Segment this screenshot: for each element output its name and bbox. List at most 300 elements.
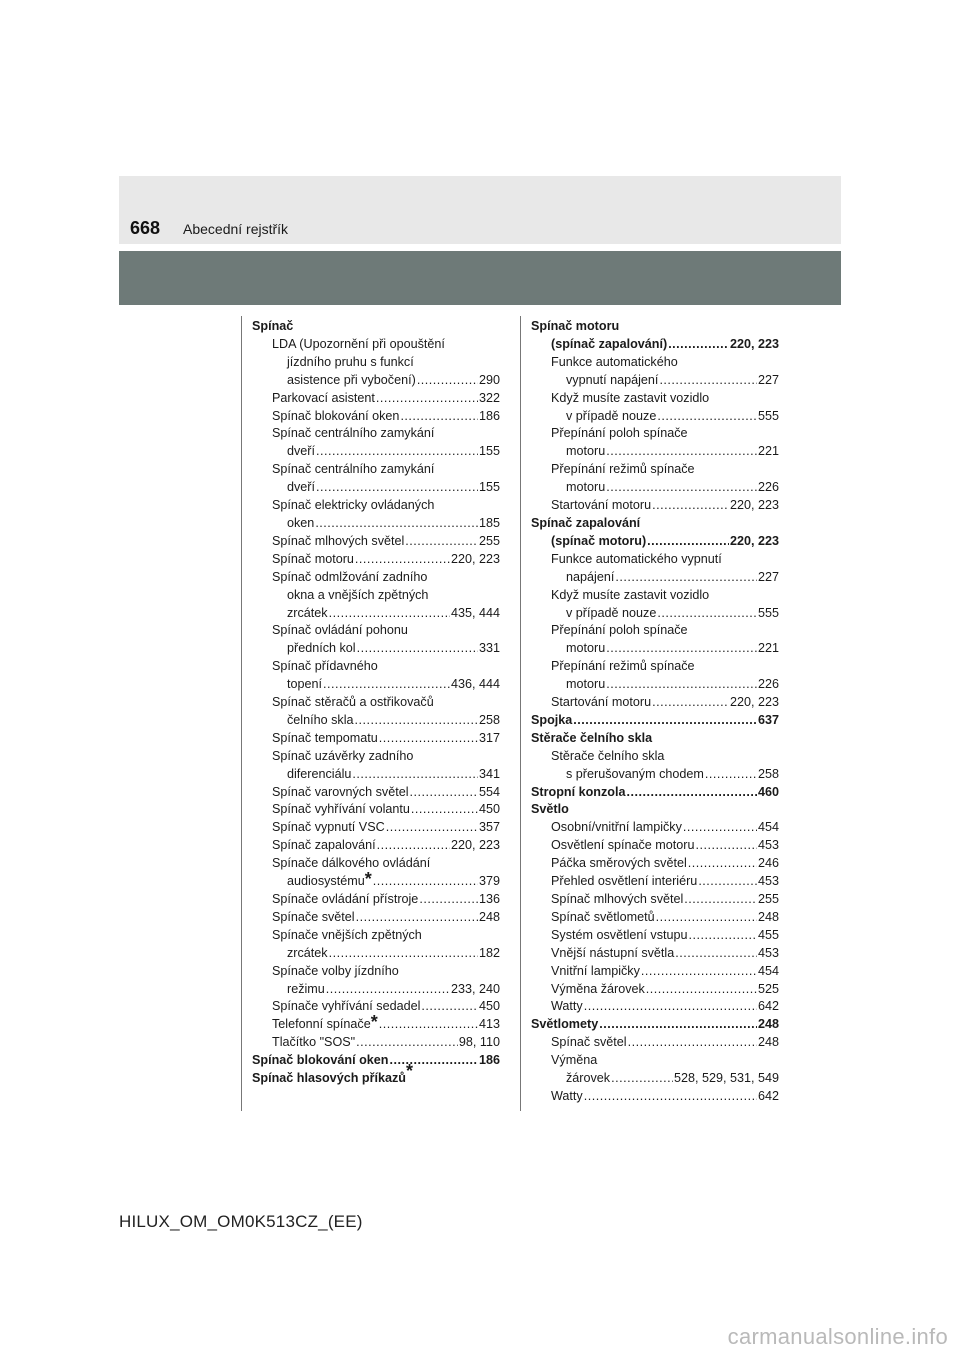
- index-page-reference: 258: [757, 766, 779, 781]
- index-entry-text: zrcátek: [287, 945, 328, 960]
- index-entry-term: [531, 784, 779, 802]
- dot-leader: [389, 1052, 478, 1070]
- index-page-reference: 255: [757, 892, 779, 906]
- index-page-reference: 637: [757, 712, 779, 727]
- index-page-reference: 248: [757, 1035, 779, 1050]
- index-entry-text: Když musíte zastavit vozidlo: [551, 587, 710, 602]
- index-entry-continuation: [252, 372, 500, 390]
- dot-leader: [405, 533, 478, 551]
- index-page-reference: 290: [478, 372, 500, 387]
- index-page-reference: 435, 444: [450, 605, 500, 620]
- index-entry-text: motoru: [566, 444, 606, 459]
- index-entry-text: Spínač mlhových světel: [272, 533, 405, 548]
- index-entry: [531, 1034, 779, 1052]
- index-entry-term: [531, 354, 779, 372]
- index-entry-text: Parkovací asistent: [272, 390, 375, 405]
- dot-leader: [652, 497, 729, 515]
- index-entry-term: [531, 855, 779, 873]
- dot-leader: [379, 1016, 478, 1034]
- index-entry-term: [531, 981, 779, 999]
- index-entry-continuation: [531, 766, 779, 784]
- index-entry-term: [252, 551, 500, 569]
- index-page-reference: 248: [757, 1017, 779, 1032]
- index-page-reference: 220, 223: [450, 551, 500, 566]
- index-entry-term: [531, 837, 779, 855]
- index-entry: [531, 873, 779, 891]
- index-entry-text: zrcátek: [287, 605, 328, 620]
- index-page-reference: 155: [478, 444, 500, 459]
- index-page-reference: 186: [478, 408, 500, 423]
- dot-leader: [573, 712, 757, 730]
- index-entry-text: Přepínání režimů spínače: [551, 659, 695, 674]
- dot-leader: [357, 640, 478, 658]
- index-page-reference: 221: [757, 641, 779, 656]
- index-page-reference: 322: [478, 390, 500, 405]
- index-page-reference: 453: [757, 838, 779, 853]
- index-column-right: [531, 318, 779, 1106]
- index-entry-term: [252, 622, 500, 640]
- index-entry-term: [531, 622, 779, 640]
- index-entry: [252, 1012, 500, 1034]
- index-entry: [252, 784, 500, 802]
- index-page-reference: 317: [478, 730, 500, 745]
- index-entry-text: napájení: [566, 569, 615, 584]
- index-entry-text: Watty: [551, 1088, 583, 1103]
- index-entry-term: [531, 694, 779, 712]
- index-entry-text: Spínače dálkového ovládání: [272, 856, 431, 871]
- index-entry-term: [252, 318, 500, 336]
- dot-leader: [356, 1034, 458, 1052]
- index-page-reference: 220, 223: [450, 838, 500, 853]
- index-entry-text: Spínač zapalování: [272, 838, 376, 853]
- index-entry: [252, 837, 500, 855]
- dot-leader: [584, 1088, 757, 1106]
- dot-leader: [376, 390, 478, 408]
- index-entry-text: okna a vnějších zpětných: [287, 587, 429, 602]
- index-entry: [531, 461, 779, 497]
- index-entry-term: [252, 891, 500, 909]
- index-page-reference: 525: [757, 981, 779, 996]
- index-page-reference: 226: [757, 480, 779, 495]
- index-entry-term: [252, 658, 500, 676]
- index-page-reference: 554: [478, 784, 500, 799]
- dot-leader: [316, 443, 478, 461]
- index-entry-text: Osvětlení spínače motoru: [551, 838, 695, 853]
- index-entry: [531, 963, 779, 981]
- index-entry-continuation: [531, 408, 779, 426]
- index-entry-text: Spínač: [252, 319, 294, 333]
- index-entry-continuation: [531, 372, 779, 390]
- index-page-reference: 155: [478, 480, 500, 495]
- index-entry-text: (spínač zapalování): [551, 336, 668, 351]
- index-entry-text: LDA (Upozornění při opouštění: [272, 336, 445, 351]
- index-entry-continuation: [531, 336, 779, 354]
- index-entry-text: Spínač světlometů: [551, 909, 655, 924]
- watermark: carmanualsonline.info: [727, 1324, 948, 1349]
- index-page-reference: 186: [478, 1053, 500, 1068]
- index-entry-term: [252, 909, 500, 927]
- index-entry-term: [531, 515, 779, 533]
- page-number: 668: [130, 218, 161, 238]
- index-entry: [252, 1061, 500, 1088]
- index-page-reference: 226: [757, 677, 779, 692]
- index-entry-text: Spojka: [531, 712, 573, 727]
- index-page-reference: 227: [757, 569, 779, 584]
- index-page-reference: 221: [757, 444, 779, 459]
- index-entry-text: Spínač stěračů a ostřikovačů: [272, 695, 434, 710]
- index-entry-text: režimu: [287, 981, 325, 996]
- index-entry-text: Startování motoru: [551, 695, 652, 710]
- dot-leader: [329, 945, 478, 963]
- index-entry: [252, 658, 500, 694]
- index-entry: [531, 622, 779, 658]
- index-entry-text: Spínač hlasových příkazů: [252, 1071, 406, 1086]
- index-page-reference: 453: [757, 874, 779, 889]
- document-code: HILUX_OM_OM0K513CZ_(EE): [119, 1212, 363, 1231]
- index-entry-text: Spínač ovládání pohonu: [272, 623, 408, 638]
- index-entry-text: žárovek: [566, 1071, 611, 1086]
- index-entry: [531, 981, 779, 999]
- index-entry: [531, 801, 779, 819]
- dot-leader: [355, 551, 450, 569]
- index-entry-term: [531, 461, 779, 479]
- dot-leader: [698, 873, 757, 891]
- index-page-reference: 248: [478, 909, 500, 924]
- index-entry-text: Tlačítko "SOS": [272, 1035, 356, 1050]
- index-entry-text: motoru: [566, 480, 606, 495]
- index-entry: [531, 1088, 779, 1106]
- index-page-reference: 248: [757, 909, 779, 924]
- dot-leader: [599, 1016, 757, 1034]
- section-title: Abecední rejstřík: [183, 221, 289, 237]
- index-page-reference: 455: [757, 927, 779, 942]
- dot-leader: [657, 605, 757, 623]
- index-entry-continuation: [531, 533, 779, 551]
- index-entry-term: [252, 336, 500, 354]
- index-entry: [531, 1052, 779, 1088]
- index-entry-text: motoru: [566, 677, 606, 692]
- index-entry-text: Spínač blokování oken: [272, 408, 400, 423]
- index-page-reference: 331: [478, 641, 500, 656]
- dot-leader: [356, 909, 478, 927]
- index-page-reference: 436, 444: [450, 677, 500, 692]
- index-entry: [252, 748, 500, 784]
- index-entry-text: předních kol: [287, 641, 356, 656]
- index-entry-continuation: [531, 569, 779, 587]
- index-entry-text: Spínač varovných světel: [272, 784, 409, 799]
- index-entry-term: [252, 837, 500, 855]
- index-entry: [531, 587, 779, 623]
- index-entry-term: [252, 730, 500, 748]
- header-band: [119, 251, 841, 305]
- dot-leader: [411, 801, 478, 819]
- index-page-reference: 227: [757, 372, 779, 387]
- index-entry-term: [252, 497, 500, 515]
- index-entry-text: Přepínání režimů spínače: [551, 462, 695, 477]
- index-entry-term: [531, 998, 779, 1016]
- index-entry-term: [531, 658, 779, 676]
- index-entry: [252, 622, 500, 658]
- index-page-reference: 555: [757, 605, 779, 620]
- index-entry: [531, 390, 779, 426]
- index-entry-text: Spínač centrálního zamykání: [272, 462, 435, 477]
- index-page-reference: 182: [478, 945, 500, 960]
- index-page-reference: 450: [478, 999, 500, 1014]
- index-entry-term: [531, 891, 779, 909]
- index-entry-term: [531, 497, 779, 515]
- index-column-left: [252, 318, 500, 1088]
- index-entry: [252, 569, 500, 623]
- index-entry-continuation: audiosystému * ..... 379: [252, 873, 500, 891]
- index-entry-text: (spínač motoru): [551, 533, 647, 548]
- dot-leader: [315, 515, 478, 533]
- index-entry-term: [252, 390, 500, 408]
- index-entry-text: Spínače vnějších zpětných: [272, 927, 422, 942]
- index-page-reference: 357: [478, 820, 500, 835]
- index-entry-term: [531, 927, 779, 945]
- index-entry-text: Funkce automatického vypnutí: [551, 551, 722, 566]
- index-entry-text: Osobní/vnitřní lampičky: [551, 820, 682, 835]
- index-page-reference: 185: [478, 515, 500, 530]
- index-entry-text: Spínač tempomatu: [272, 730, 378, 745]
- index-entry-term: [531, 730, 779, 748]
- index-page-reference: 379: [478, 874, 500, 889]
- header-top-bar: [119, 176, 841, 244]
- dot-leader: [421, 998, 478, 1016]
- dot-leader: [675, 945, 757, 963]
- index-entry-continuation: [252, 515, 500, 533]
- index-entry: [252, 1034, 500, 1052]
- index-entry: [531, 425, 779, 461]
- index-entry: [252, 694, 500, 730]
- index-page-reference: 233, 240: [450, 981, 500, 996]
- index-entry: [531, 909, 779, 927]
- index-entry: [252, 819, 500, 837]
- index-entry-text: topení: [287, 677, 323, 692]
- index-entry-term: [531, 1052, 779, 1070]
- index-entry-text: jízdního pruhu s funkcí: [287, 354, 414, 369]
- index-entry-text: Spínač uzávěrky zadního: [272, 748, 414, 763]
- index-entry-text: motoru: [566, 641, 606, 656]
- index-page-reference: 642: [757, 1088, 779, 1103]
- dot-leader: [611, 1070, 673, 1088]
- index-entry-continuation: [531, 1070, 779, 1088]
- index-entry-term: [252, 1052, 500, 1070]
- index-entry: [252, 408, 500, 426]
- index-entry: [252, 461, 500, 497]
- dot-leader: [352, 766, 478, 784]
- index-entry-text: Výměna: [551, 1053, 598, 1068]
- index-entry-text: Vnitřní lampičky: [551, 963, 640, 978]
- index-entry-text: Spínač elektricky ovládaných: [272, 498, 435, 513]
- index-page-reference: 220, 223: [729, 498, 779, 513]
- index-entry-text: audiosystému: [287, 874, 365, 889]
- index-entry: [531, 748, 779, 784]
- index-entry-text: asistence při vybočení): [287, 372, 416, 387]
- index-entry-term: [531, 748, 779, 766]
- index-entry-term: [252, 533, 500, 551]
- index-entry-term: [252, 1034, 500, 1052]
- index-entry-text: diferenciálu: [287, 766, 352, 781]
- index-entry-text: Spínač přídavného: [272, 659, 378, 674]
- index-entry-term: [252, 963, 500, 981]
- index-entry: [252, 425, 500, 461]
- index-entry-term: [252, 408, 500, 426]
- dot-leader: [646, 981, 757, 999]
- dot-leader: [659, 372, 757, 390]
- index-entry-continuation: [252, 605, 500, 623]
- dot-leader: [656, 909, 757, 927]
- dot-leader: [615, 569, 757, 587]
- index-entry: [252, 533, 500, 551]
- index-page-reference: 642: [757, 999, 779, 1014]
- dot-leader: [400, 408, 478, 426]
- index-entry-continuation: [252, 676, 500, 694]
- index-entry-term: [531, 873, 779, 891]
- index-entry-continuation: [252, 587, 500, 605]
- index-entry-continuation: [252, 640, 500, 658]
- index-page-reference: 460: [757, 784, 779, 799]
- index-entry-continuation: [252, 354, 500, 372]
- dot-leader: [379, 730, 478, 748]
- index-entry: [531, 1016, 779, 1034]
- index-entry: [252, 318, 500, 336]
- index-entry-text: Stěrače čelního skla: [531, 730, 653, 745]
- index-entry-continuation: [252, 443, 500, 461]
- dot-leader: [657, 408, 757, 426]
- index-entry: [531, 945, 779, 963]
- index-entry-continuation: [252, 479, 500, 497]
- index-entry-text: Přepínání poloh spínače: [551, 623, 688, 638]
- dot-leader: [373, 873, 478, 891]
- index-entry-text: Watty: [551, 999, 583, 1014]
- index-entry-text: Spínač vyhřívání volantu: [272, 802, 410, 817]
- index-entry-term: [252, 1061, 500, 1088]
- index-entry-term: [531, 425, 779, 443]
- index-entry-text: Spínač vypnutí VSC: [272, 820, 385, 835]
- index-entry-continuation: [252, 766, 500, 784]
- index-entry: [252, 1052, 500, 1070]
- index-page-reference: 413: [478, 1017, 500, 1032]
- dot-leader: [684, 891, 757, 909]
- index-entry-text: Spínače ovládání přístroje: [272, 892, 419, 906]
- index-entry: [531, 837, 779, 855]
- index-page-reference: 220, 223: [729, 695, 779, 710]
- index-entry: [252, 855, 500, 891]
- dot-leader: [688, 855, 757, 873]
- index-entry-term: [531, 1034, 779, 1052]
- dot-leader: [386, 819, 478, 837]
- index-page-reference: 220, 223: [729, 336, 779, 351]
- index-entry-term: [252, 694, 500, 712]
- index-entry: [531, 497, 779, 515]
- index-entry: [531, 855, 779, 873]
- index-entry-text: Systém osvětlení vstupu: [551, 927, 688, 942]
- index-entry-text: Když musíte zastavit vozidlo: [551, 390, 710, 405]
- index-entry-text: vypnutí napájení: [566, 372, 659, 387]
- index-page-reference: 454: [757, 820, 779, 835]
- index-entry-term: [252, 801, 500, 819]
- index-entry: [252, 963, 500, 999]
- index-entry-continuation: [531, 443, 779, 461]
- index-entry-term: [531, 1016, 779, 1034]
- index-entry: [252, 891, 500, 909]
- index-entry: [252, 730, 500, 748]
- index-entry-text: Funkce automatického: [551, 354, 678, 369]
- asterisk-icon: *: [405, 1061, 413, 1082]
- dot-leader: [323, 676, 450, 694]
- index-entry-term: [252, 819, 500, 837]
- index-entry-text: Přepínání poloh spínače: [551, 426, 688, 441]
- index-entry-term: [531, 819, 779, 837]
- index-page-reference: 453: [757, 945, 779, 960]
- index-entry-text: čelního skla: [287, 712, 354, 727]
- index-entry-term: Telefonní spínače * ..... 413: [252, 1016, 500, 1034]
- index-entry-term: [252, 855, 500, 873]
- index-entry-text: Spínač světel: [551, 1035, 627, 1050]
- index-page-reference: 98, 110: [458, 1035, 500, 1050]
- index-entry-text: Stěrače čelního skla: [551, 748, 665, 763]
- index-entry-text: Spínač motoru: [272, 551, 354, 566]
- dot-leader: [419, 891, 478, 909]
- index-page-reference: 528, 529, 531, 549: [673, 1071, 779, 1086]
- dot-leader: [683, 819, 757, 837]
- index-entry-text: Spínač blokování oken: [252, 1053, 389, 1068]
- dot-leader: [584, 998, 757, 1016]
- dot-leader: [355, 712, 478, 730]
- right-column-rule: [520, 316, 521, 1111]
- dot-leader: [410, 784, 478, 802]
- index-page-reference: 341: [478, 766, 500, 781]
- index-entry: [531, 927, 779, 945]
- index-entry-text: dveří: [287, 444, 315, 459]
- index-entry: [531, 551, 779, 587]
- index-entry-text: Spínač motoru: [531, 319, 620, 333]
- index-entry-text: Spínače volby jízdního: [272, 963, 399, 978]
- index-entry-text: v případě nouze: [566, 605, 657, 620]
- index-entry: [531, 318, 779, 354]
- dot-leader: [606, 479, 757, 497]
- index-entry-term: [252, 927, 500, 945]
- index-entry: [252, 336, 500, 390]
- index-entry-term: [252, 569, 500, 587]
- index-entry-text: Spínač mlhových světel: [551, 892, 684, 906]
- dot-leader: [626, 784, 757, 802]
- index-entry-text: Spínač odmlžování zadního: [272, 569, 428, 584]
- index-entry-term: [531, 1088, 779, 1106]
- dot-leader: [641, 963, 757, 981]
- index-page-reference: 255: [478, 533, 500, 548]
- index-entry: [531, 730, 779, 748]
- index-page-reference: 258: [478, 712, 500, 727]
- index-entry-term: [531, 909, 779, 927]
- dot-leader: [377, 837, 450, 855]
- dot-leader: [647, 533, 729, 551]
- index-entry: [531, 515, 779, 551]
- index-entry-continuation: [252, 712, 500, 730]
- index-entry-term: [531, 945, 779, 963]
- index-entry-text: v případě nouze: [566, 408, 657, 423]
- index-entry: [252, 390, 500, 408]
- index-entry-continuation: [252, 945, 500, 963]
- dot-leader: [628, 1034, 757, 1052]
- dot-leader: [417, 372, 478, 390]
- index-entry-term: [531, 587, 779, 605]
- index-entry: [531, 998, 779, 1016]
- index-entry: [252, 551, 500, 569]
- index-entry-term: [531, 712, 779, 730]
- index-entry: [531, 658, 779, 694]
